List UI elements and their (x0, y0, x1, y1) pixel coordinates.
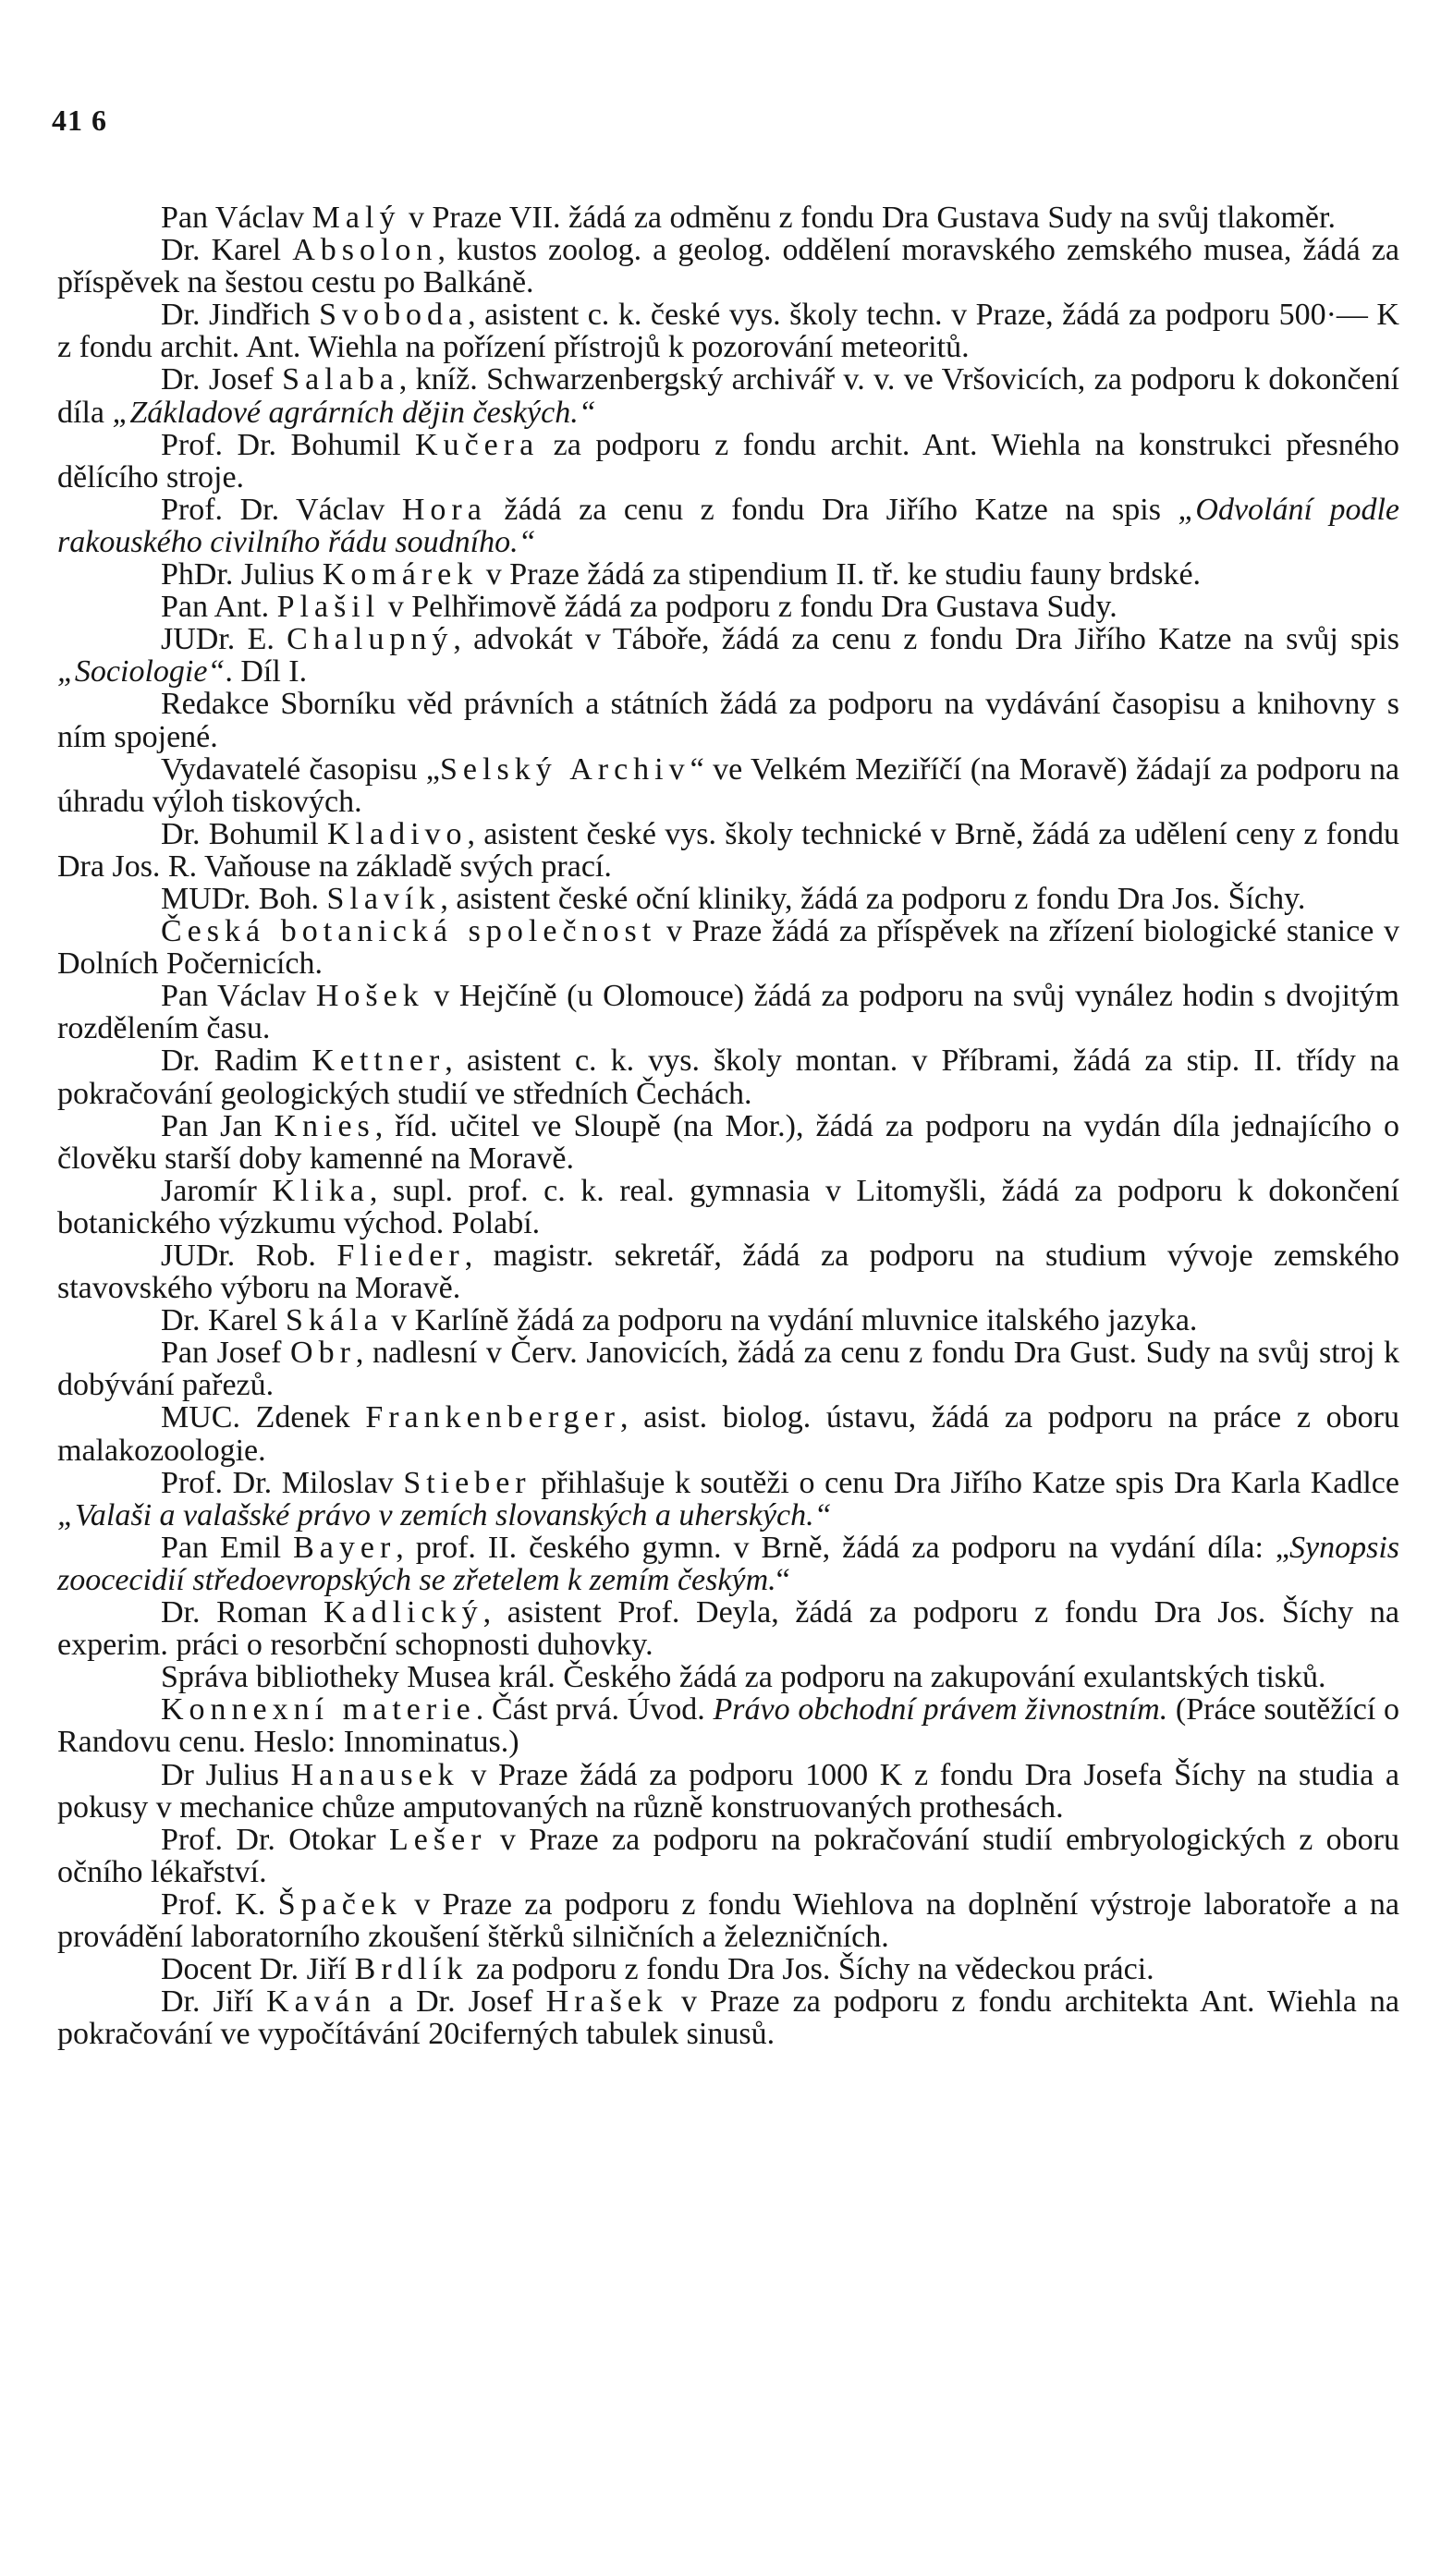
work-title: „Základové agrárních dějin českých.“ (112, 395, 596, 430)
spaced-name: Komárek (322, 557, 479, 592)
entry-text: , prof. II. českého gymn. v Brně, žádá za podporu na vydání díla: „ (396, 1530, 1289, 1565)
entry-text: Prof. Dr. Otokar (161, 1822, 389, 1857)
spaced-name: Kadlický (323, 1595, 483, 1630)
spaced-name: Kettner (311, 1044, 446, 1079)
request-entry (57, 1401, 1399, 1466)
spaced-name: Svoboda (319, 298, 469, 333)
entry-text: , magistr. sekretář, žádá za podporu na studium vývoje zemského stavovského výboru na Moravě. (57, 1239, 1399, 1306)
entry-text: “ (775, 1562, 790, 1597)
spaced-name: Knies (274, 1108, 375, 1143)
entry-text: v Praze žádá za příspěvek na zřízení biologické stanice v Dolních Počernicích. (57, 914, 1400, 982)
entry-text: Vydavatelé časopisu „ (161, 751, 441, 787)
request-entry (57, 1985, 1399, 2050)
spaced-name: Stieber (403, 1465, 531, 1500)
entry-text: JUDr. E. (161, 622, 287, 657)
request-entry (57, 688, 1399, 752)
request-entry (57, 1532, 1399, 1596)
entry-text: v Praze VII. žádá za odměnu z fondu Dra Gustava Sudy na svůj tlakoměr. (400, 201, 1336, 235)
entry-text: , asist. biolog. ústavu, žádá za podporu na práce z oboru malakozoologie. (57, 1400, 1399, 1468)
spaced-name: Flieder (336, 1239, 465, 1273)
entry-text: Pan Ant. (161, 590, 277, 625)
entry-text: Pan Václav (161, 979, 316, 1014)
request-entry (57, 1759, 1399, 1824)
spaced-name: Kladivo (327, 816, 468, 851)
spaced-name: Skála (286, 1303, 384, 1338)
request-entry (57, 299, 1399, 363)
entry-text: Pan Josef (161, 1336, 291, 1371)
entry-text: Prof. K. (161, 1886, 278, 1922)
entry-text: , kníž. Schwarzenbergský archivář v. v. ve Vršovicích, za podporu k dokončení díla (57, 362, 1399, 430)
work-title: „Odvolání podle rakouského civilního řádu soudního.“ (57, 492, 1400, 559)
spaced-name: Hanausek (290, 1757, 459, 1792)
entry-text: Dr. Roman (161, 1595, 324, 1630)
request-entry (57, 623, 1399, 688)
entry-text: , říd. učitel ve Sloupě (na Mor.), žádá za podporu na vydán díla jednajícího o člověku starší doby kamenné na Moravě. (57, 1108, 1399, 1176)
entry-text: Pan Jan (161, 1108, 275, 1143)
request-entry (57, 429, 1399, 494)
request-entry (57, 1337, 1399, 1401)
entry-text: Jaromír (161, 1173, 273, 1208)
spaced-name: Klika (272, 1173, 370, 1208)
entry-text: . Část prvá. Úvod. (475, 1692, 714, 1728)
request-entry (57, 1467, 1399, 1532)
entry-text: žádá za cenu z fondu Dra Jiřího Katze na spis (486, 492, 1178, 527)
entry-text: “ ve Velkém Meziříčí (na Moravě) žádají za podporu na úhradu výloh tiskových. (57, 751, 1399, 819)
entry-text: v Hejčíně (u Olomouce) žádá za podporu na svůj vynález hodin s dvojitým rozdělením času. (57, 979, 1399, 1046)
entry-text: (Práce soutěžící o Randovu cenu. Heslo: Innominatus.) (57, 1692, 1400, 1760)
entry-text: v Praze za podporu z fondu Wiehlova na doplnění výstroje laboratoře a na provádění laboratorního zkoušení štěrků silničních a železničních. (57, 1886, 1400, 1954)
entry-text: , asistent c. k. vys. školy montan. v Příbrami, žádá za stip. II. třídy na pokračování geologických studií ve středních Čechách. (57, 1044, 1399, 1111)
entry-text: , supl. prof. c. k. real. gymnasia v Litomyšli, žádá za podporu k dokončení botanického výzkumu východ. Polabí. (57, 1173, 1399, 1240)
entry-text: v Praze žádá za stipendium II. tř. ke studiu fauny brdské. (478, 557, 1202, 592)
entry-text: Dr. Karel (161, 1303, 287, 1338)
request-entry (57, 1044, 1399, 1109)
spaced-name: Kučera (415, 427, 540, 462)
work-title: Právo obchodní právem živnostním. (713, 1692, 1168, 1728)
request-entry (57, 980, 1399, 1044)
spaced-name: Slavík (326, 881, 441, 916)
work-title: „Sociologie“ (57, 654, 226, 690)
entry-text: Prof. Dr. Bohumil (161, 427, 416, 462)
request-entry (57, 1175, 1399, 1239)
spaced-name: Konnexní materie (161, 1692, 476, 1728)
request-entry (57, 1661, 1399, 1693)
entry-text: za podporu z fondu archit. Ant. Wiehla na konstrukci přesného dělícího stroje. (57, 427, 1399, 494)
spaced-name: Kaván (266, 1984, 376, 2020)
request-entry (57, 591, 1399, 623)
spaced-name: Absolon (292, 233, 438, 268)
entry-text: Prof. Dr. Václav (161, 492, 402, 527)
entry-text: Docent Dr. Jiří (161, 1952, 355, 1987)
request-entry (57, 1596, 1399, 1661)
spaced-name: Bayer (293, 1530, 397, 1565)
entry-text: , asistent české oční kliniky, žádá za podporu z fondu Dra Jos. Šíchy. (440, 881, 1306, 916)
request-entry (57, 201, 1399, 234)
entry-text: . Díl I. (225, 654, 308, 690)
entry-list (57, 201, 1399, 2050)
entry-text: přihlašuje k soutěži o cenu Dra Jiřího Katze spis Dra Karla Kadlce (531, 1465, 1399, 1500)
request-entry (57, 1824, 1399, 1888)
entry-text: Pan Václav (161, 201, 312, 235)
entry-text: Dr. Bohumil (161, 816, 327, 851)
entry-text: a Dr. Josef (375, 1984, 546, 2020)
entry-text: Prof. Dr. Miloslav (161, 1465, 404, 1500)
entry-text: Dr. Karel (161, 233, 293, 268)
work-title: „Valaši a valašské právo v zemích slovanských a uherských.“ (57, 1497, 832, 1532)
entry-text: Dr. Jindřich (161, 298, 320, 333)
entry-text: , asistent c. k. české vys. školy techn. v Praze, žádá za podporu 500·— K z fondu archit. Ant. Wiehla na pořízení přístrojů k pozorování meteoritů. (57, 298, 1399, 365)
entry-text: , nadlesní v Červ. Janovicích, žádá za cenu z fondu Dra Gust. Sudy na svůj stroj k dobývání pařezů. (57, 1336, 1399, 1403)
spaced-name: Obr (290, 1336, 356, 1371)
spaced-name: Česká botanická společnost (161, 914, 657, 949)
entry-text: Dr Julius (161, 1757, 291, 1792)
spaced-name: Hora (401, 492, 487, 527)
request-entry (57, 1304, 1399, 1337)
entry-text: v Praze za podporu na pokračování studií embryologických z oboru očního lékařství. (57, 1822, 1399, 1889)
entry-text: v Karlíně žádá za podporu na vydání mluvnice italského jazyka. (383, 1303, 1198, 1338)
spaced-name: Hošek (315, 979, 424, 1014)
request-entry (57, 494, 1399, 558)
entry-text: , advokát v Táboře, žádá za cenu z fondu Dra Jiřího Katze na svůj spis (453, 622, 1399, 657)
entry-text: Redakce Sborníku věd právních a státních žádá za podporu na vydávání časopisu a knihovny s ním spojené. (57, 687, 1399, 754)
page-number: 41 6 (52, 104, 107, 137)
entry-text: , asistent české vys. školy technické v Brně, žádá za udělení ceny z fondu Dra Jos. R. Vaňouse na základě svých prací. (57, 816, 1399, 884)
spaced-name: Lešer (389, 1822, 487, 1857)
entry-text: Dr. Radim (161, 1044, 312, 1079)
spaced-name: Frankenberger (365, 1400, 620, 1435)
spaced-name: Malý (311, 201, 401, 235)
request-entry (57, 818, 1399, 883)
entry-text: , kustos zoolog. a geolog. oddělení moravského zemského musea, žádá za příspěvek na šestou cestu po Balkáně. (57, 233, 1399, 300)
request-entry (57, 1953, 1399, 1985)
entry-text: za podporu z fondu Dra Jos. Šíchy na vědeckou práci. (468, 1952, 1154, 1987)
spaced-name: Selský Archiv (440, 751, 690, 787)
request-entry (57, 1693, 1399, 1758)
spaced-name: Brdlík (354, 1952, 469, 1987)
entry-text: v Praze žádá za podporu 1000 K z fondu Dra Josefa Šíchy na studia a pokusy v mechanice chůze amputovaných na různě konstruovaných prothesách. (57, 1757, 1399, 1825)
entry-text: PhDr. Julius (161, 557, 323, 592)
request-entry (57, 1110, 1399, 1175)
entry-text: Pan Emil (161, 1530, 294, 1565)
request-entry (57, 363, 1399, 428)
request-entry (57, 234, 1399, 299)
request-entry (57, 883, 1399, 915)
work-title: Synopsis zoocecidií středoevropských se zřetelem k zemím českým. (57, 1530, 1399, 1597)
entry-text: MUDr. Boh. (161, 881, 327, 916)
entry-text: Dr. Josef (161, 362, 283, 397)
spaced-name: Salaba (282, 362, 399, 397)
spaced-name: Špaček (277, 1886, 402, 1922)
entry-text: Správa bibliotheky Musea král. Českého žádá za podporu na zakupování exulantských tisků. (161, 1660, 1326, 1695)
entry-text: , asistent Prof. Deyla, žádá za podporu z fondu Dra Jos. Šíchy na experim. práci o resorbční schopnosti duhovky. (57, 1595, 1399, 1663)
request-entry (57, 558, 1399, 591)
entry-text: v Pelhřimově žádá za podporu z fondu Dra Gustava Sudy. (380, 590, 1117, 625)
spaced-name: Hrašek (545, 1984, 668, 2020)
spaced-name: Plašil (276, 590, 381, 625)
entry-text: JUDr. Rob. (161, 1239, 337, 1273)
spaced-name: Chalupný (287, 622, 454, 657)
entry-text: MUC. Zdenek (161, 1400, 366, 1435)
entry-text: v Praze za podporu z fondu architekta Ant. Wiehla na pokračování ve vypočítávání 20ciferných tabulek sinusů. (57, 1984, 1399, 2052)
request-entry (57, 753, 1399, 818)
request-entry (57, 915, 1399, 980)
entry-text: Dr. Jiří (161, 1984, 267, 2020)
request-entry (57, 1239, 1399, 1304)
request-entry (57, 1888, 1399, 1953)
